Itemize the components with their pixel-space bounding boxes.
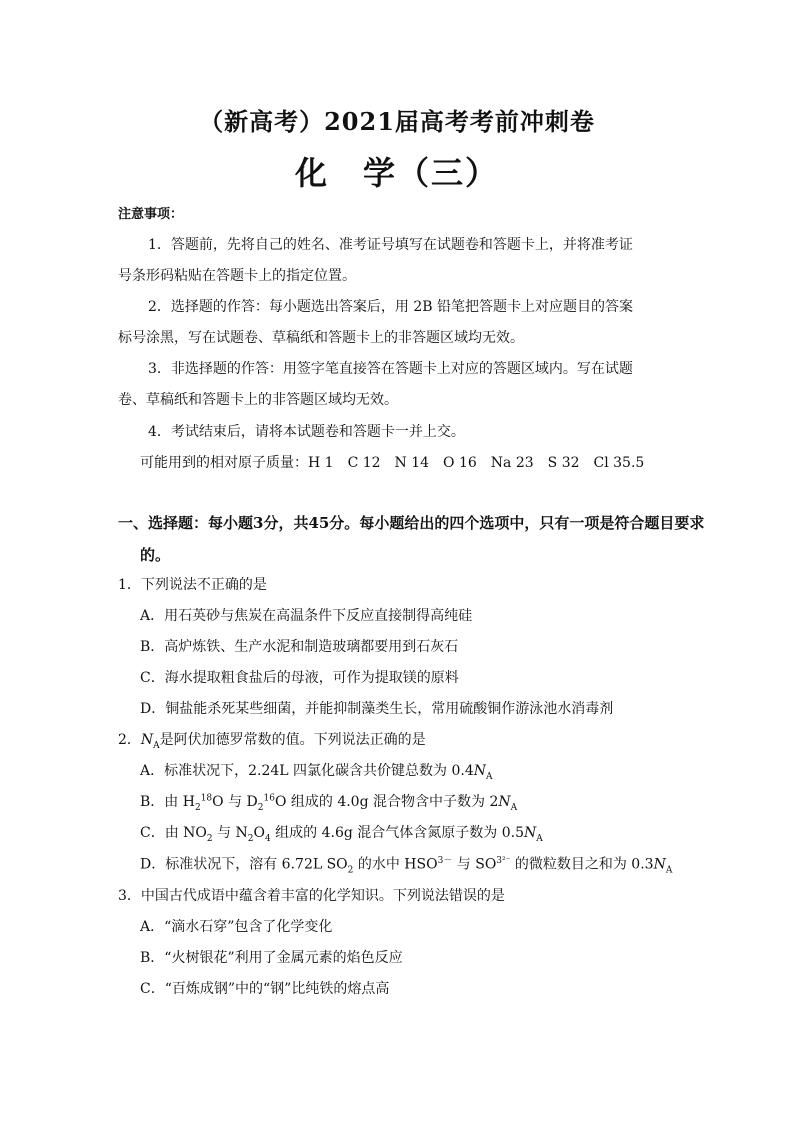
q1-stem: 1．下列说法不正确的是 — [118, 577, 267, 593]
subject-char-1: 化 — [294, 154, 329, 192]
notice-item1-line2: 号条形码粘贴在答题卡上的指定位置。 — [118, 268, 356, 284]
q2-option-d: D．标准状况下，溶有 6.72L $SO_2$ 的水中 $HSO^{3-}$ 与 $SO^{3^{2-}}$ 的微粒数目之和为 $0.3N_A$ — [140, 856, 673, 876]
q1-option-c: C．海水提取粗食盐后的母液，可作为提取镁的原料 — [140, 670, 459, 686]
notice-item3-line1: 3．非选择题的作答：用签字笔直接答在答题卡上对应的答题区域内。写在试题 — [148, 361, 633, 377]
q1-option-b: B．高炉炼铁、生产水泥和制造玻璃都要用到石灰石 — [140, 639, 459, 655]
section1-heading-line1: 一、选择题：每小题3分，共45分。每小题给出的四个选项中，只有一项是符合题目要求 — [118, 514, 705, 532]
notice-item1-line1: 1．答题前，先将自己的姓名、准考证号填写在试题卷和答题卡上，并将准考证 — [148, 237, 633, 253]
atomic-mass-line: 可能用到的相对原子质量：H 1 C 12 N 14 O 16 Na 23 S 32 Cl 35.5 — [140, 455, 645, 471]
q2-stem: 2．$N_A$是阿伏加德罗常数的值。下列说法正确的是 — [118, 732, 426, 751]
q1-option-d: D．铜盐能杀死某些细菌，并能抑制藻类生长，常用硫酸铜作游泳池水消毒剂 — [140, 701, 614, 717]
subject-title — [0, 148, 794, 194]
q2-option-a: A．标准状况下，2.24L 四氯化碳含共价键总数为 $0.4N_A$ — [140, 763, 493, 782]
q3-option-b: B．“火树银花”利用了金属元素的焰色反应 — [140, 950, 403, 966]
q2-option-c: C．由 $NO_2$ 与 $N_2O_4$ 组成的 4.6g 混合气体含氮原子数为 $0.5N_A$ — [140, 825, 543, 844]
notice-heading: 注意事项： — [118, 207, 184, 222]
notice-item3-line2: 卷、草稿纸和答题卡上的非答题区域均无效。 — [118, 392, 398, 408]
q1-option-a: A．用石英砂与焦炭在高温条件下反应直接制得高纯硅 — [140, 608, 473, 624]
section1-heading-line2: 的。 — [140, 546, 171, 564]
q3-option-a: A．“滴水石穿”包含了化学变化 — [140, 919, 333, 935]
notice-item4: 4．考试结束后，请将本试题卷和答题卡一并上交。 — [148, 424, 465, 440]
notice-item2-line2: 标号涂黑，写在试题卷、草稿纸和答题卡上的非答题区域均无效。 — [118, 330, 524, 346]
subject-char-2: 学（三） — [363, 154, 500, 192]
q3-stem: 3．中国古代成语中蕴含着丰富的化学知识。下列说法错误的是 — [118, 888, 505, 904]
q2-option-b: B．由 $H_2^{18}O$ 与 $D_2^{16}O$ 组成的 4.0g 混合物含中子数为 $2N_A$ — [140, 793, 518, 813]
exam-title: （新高考）2021届高考考前冲刺卷 — [199, 107, 595, 136]
q3-option-c: C．“百炼成钢”中的“钢”比纯铁的熔点高 — [140, 981, 390, 997]
notice-item2-line1: 2．选择题的作答：每小题选出答案后，用 2B 铅笔把答题卡上对应题目的答案 — [148, 299, 634, 315]
